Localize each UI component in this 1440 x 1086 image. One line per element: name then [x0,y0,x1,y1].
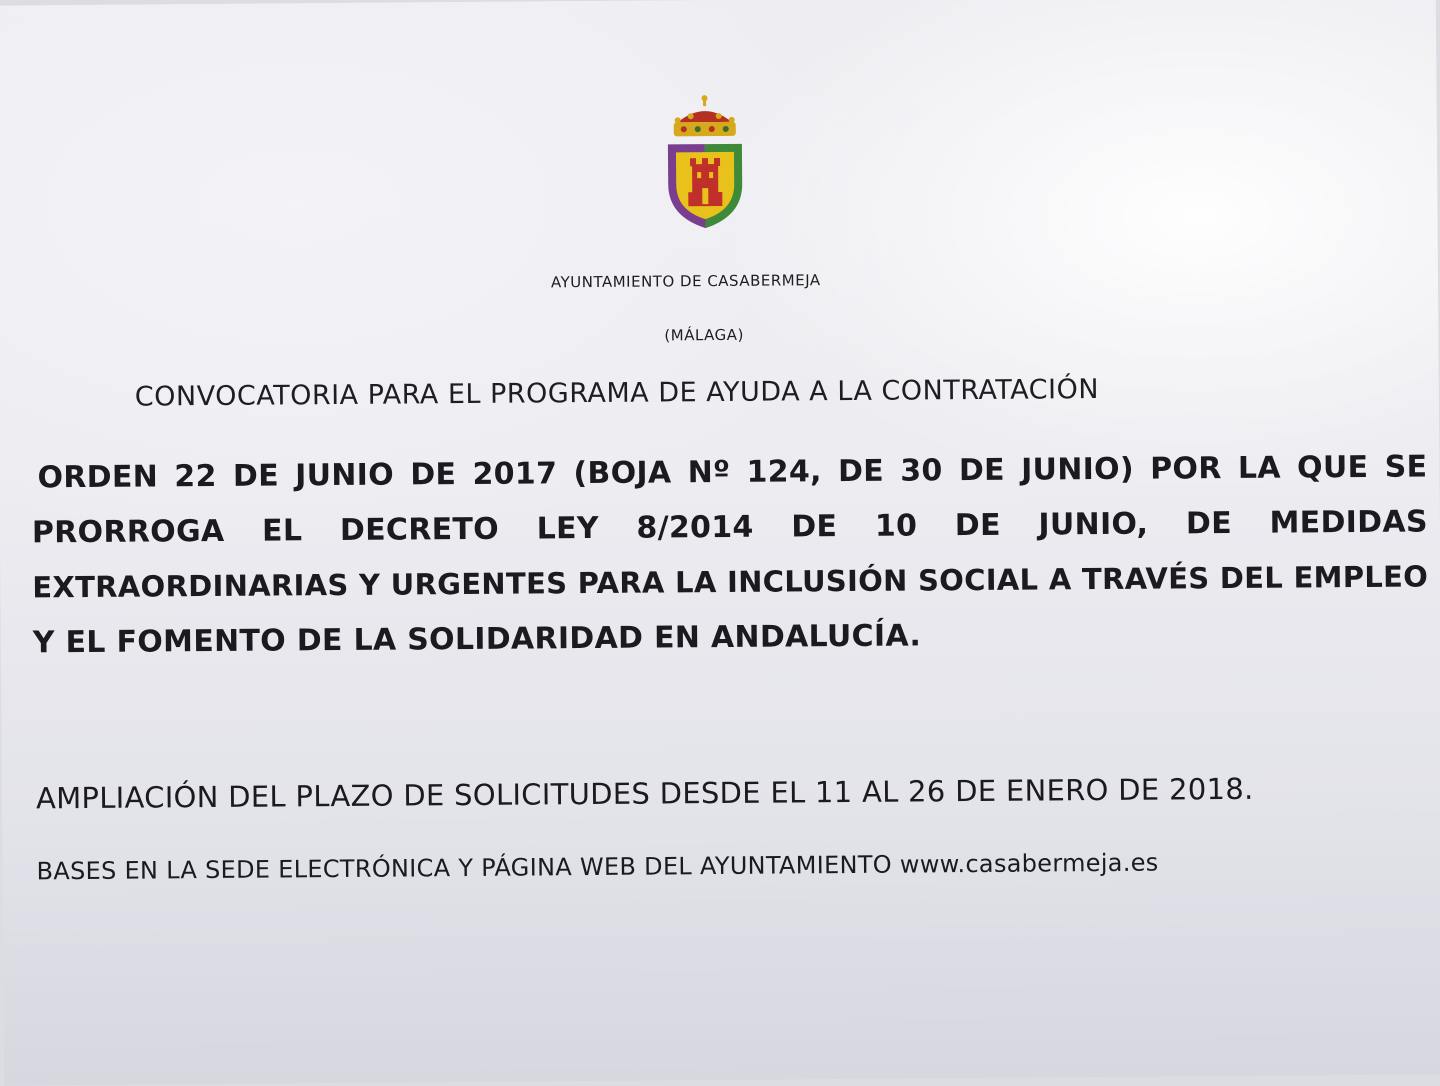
word: QUE [1296,449,1369,486]
province: (MÁLAGA) [664,325,744,345]
word: EL [261,513,303,549]
word: DE [954,507,1001,544]
word: 8/2014 [636,509,754,546]
word: LEY [536,510,599,547]
word: LA [1237,450,1281,486]
word: DE [1185,505,1233,542]
document-title: CONVOCATORIA PARA EL PROGRAMA DE AYUDA A LA CONTRATACIÓN [134,374,1100,413]
word: DE [958,452,1006,489]
org-name: AYUNTAMIENTO DE CASABERMEJA [550,271,821,292]
word: POR [1150,451,1222,487]
order-line-1 [37,449,1427,495]
word: JUNIO) [1020,451,1135,488]
order-line-2 [32,504,1428,550]
order-line-3: EXTRAORDINARIAS Y URGENTES PARA LA INCLUSIÓN SOCIAL A TRAVÉS DEL EMPLEO [32,559,1429,605]
word: (BOJA [573,455,672,492]
word: Nº [687,454,731,491]
crown-icon [674,95,736,136]
word: JUNIO [295,457,395,494]
word: DE [791,509,838,545]
word: ORDEN [37,459,159,496]
word: DE [837,453,885,490]
word: 30 [900,453,943,489]
word: PRORROGA [31,513,225,551]
word: 2017 [472,456,558,492]
word: DE [232,458,280,494]
word: 22 [174,458,217,495]
word: MEDIDAS [1269,504,1428,541]
word: DE [410,457,457,493]
order-line-4: Y EL FOMENTO DE LA SOLIDARIDAD EN ANDALUCÍA. [32,618,922,661]
word: SE [1384,449,1428,485]
bases-notice: BASES EN LA SEDE ELECTRÓNICA Y PÁGINA WEB DEL AYUNTAMIENTO www.casabermeja.es [36,848,1159,886]
word: JUNIO, [1038,506,1149,543]
word: DECRETO [339,511,500,548]
application-period: AMPLIACIÓN DEL PLAZO DE SOLICITUDES DESDE EL 11 AL 26 DE ENERO DE 2018. [35,771,1254,816]
word: 124, [746,454,822,490]
word: 10 [874,508,918,544]
coat-of-arms-icon [659,92,750,233]
